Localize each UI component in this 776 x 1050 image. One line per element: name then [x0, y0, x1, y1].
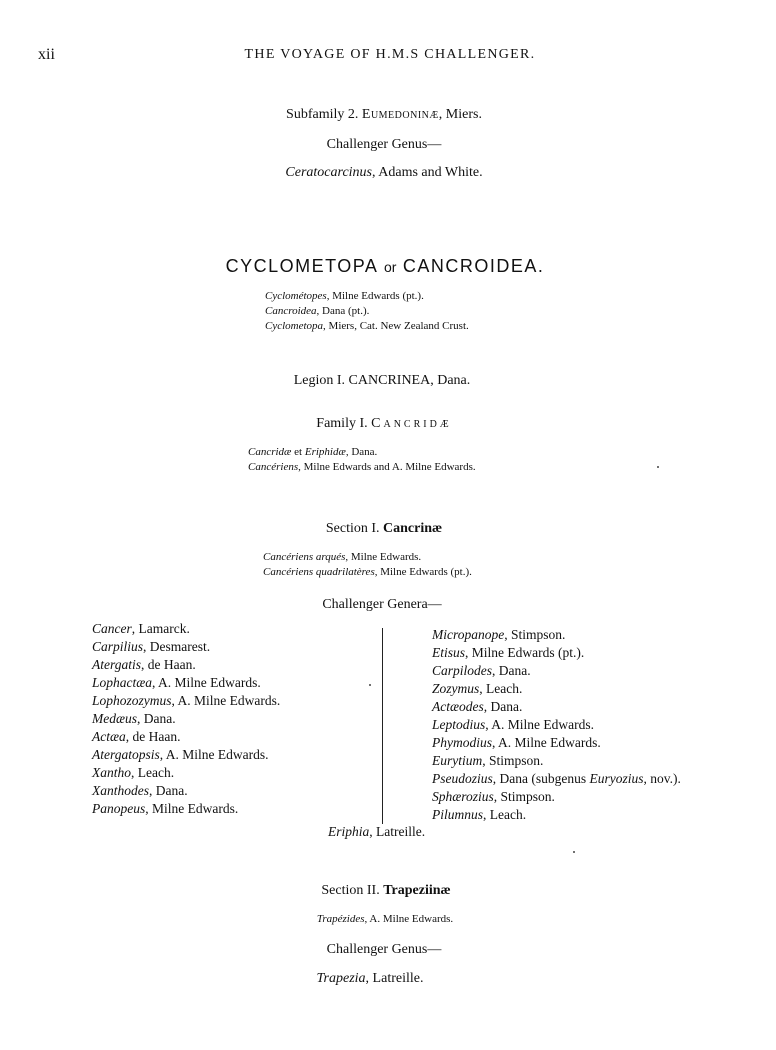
genus-entry: Pilumnus, Leach. — [432, 807, 527, 822]
column-divider — [382, 628, 383, 824]
synonym-author: , Milne Edwards (pt.). — [326, 290, 424, 302]
genus-entry: Micropanope, Stimpson. — [432, 627, 566, 642]
genus-entry: Leptodius, A. Milne Edwards. — [432, 717, 595, 732]
stray-dot — [573, 851, 575, 853]
genus-entry: Medæus, Dana. — [92, 711, 176, 726]
section-label: Section I. — [325, 521, 384, 536]
stray-dot — [657, 466, 659, 468]
section-label: Section II. — [321, 883, 384, 898]
synonym-name: Cyclometopa — [265, 320, 324, 332]
synonym-name: Cancériens arqués — [263, 551, 346, 563]
synonym-name: Cancériens — [248, 461, 299, 473]
synonym-line — [265, 290, 424, 302]
synonym-line — [265, 320, 469, 332]
synonym-name: Trapézides — [316, 913, 365, 925]
genus-name: Ceratocarcinus — [285, 165, 373, 180]
genus-entry: Cancer, Lamarck. — [92, 621, 190, 636]
genus-entry: Phymodius, A. Milne Edwards. — [432, 735, 601, 750]
synonym-author: , Dana (pt.). — [316, 305, 370, 317]
stray-dot — [369, 684, 371, 686]
section-name: Trapeziinæ — [383, 883, 451, 898]
subfamily-label: Subfamily 2. — [286, 107, 359, 122]
synonym-name: Cancériens quadrilatères — [263, 566, 375, 578]
section2-heading — [321, 883, 450, 899]
section2-synonym — [317, 913, 453, 925]
synonym-name: Eriphidæ — [304, 446, 346, 458]
synonym-name: Cancroidea — [265, 305, 317, 317]
synonym-author: , Miers, Cat. New Zealand Crust. — [323, 320, 469, 332]
main-heading-part1: CYCLOMETOPA — [225, 256, 384, 276]
main-heading — [226, 256, 545, 277]
synonym-author: , Milne Edwards and A. Milne Edwards. — [298, 461, 476, 473]
final-genus-entry: Eriphia, Latreille. — [328, 824, 426, 839]
subfamily-author: , Miers. — [438, 107, 482, 122]
genus-entry: Xantho, Leach. — [92, 765, 175, 780]
genus-entry: Pseudozius, Dana (subgenus Euryozius, nov.). — [432, 771, 681, 786]
family-name: Cancridæ — [371, 416, 452, 431]
main-heading-part2: CANCROIDEA. — [396, 256, 545, 276]
genus-entry: Eurytium, Stimpson. — [432, 753, 544, 768]
genus-entry: Lophactæa, A. Milne Edwards. — [92, 675, 261, 690]
legion-heading: Legion I. CANCRINEA, Dana. — [293, 373, 471, 388]
subfamily-heading — [286, 107, 482, 123]
genus-entry: Sphærozius, Stimpson. — [432, 789, 555, 804]
running-title: THE VOYAGE OF H.M.S CHALLENGER. — [244, 47, 536, 62]
genus-entry: Zozymus, Leach. — [432, 681, 523, 696]
genus-entry: Xanthodes, Dana. — [92, 783, 188, 798]
synonym-author: , A. Milne Edwards. — [364, 913, 454, 925]
synonym-name: Cancridæ — [248, 446, 292, 458]
genera-heading: Challenger Genera— — [322, 597, 442, 612]
section1-synonym — [263, 566, 472, 578]
synonym-author: , Dana. — [345, 446, 378, 458]
synonym-name: Cyclométopes — [265, 290, 327, 302]
genus-entry: Panopeus, Milne Edwards. — [92, 801, 239, 816]
subfamily-genus-heading: Challenger Genus— — [326, 137, 442, 152]
genus-entry: Carpilius, Desmarest. — [92, 639, 211, 654]
main-heading-conj: or — [383, 259, 397, 275]
genus-entry: Etisus, Milne Edwards (pt.). — [432, 645, 585, 660]
genus-entry: Actæa, de Haan. — [92, 729, 181, 744]
family-synonym — [248, 446, 377, 458]
family-heading — [316, 416, 451, 432]
section2-genus-heading: Challenger Genus— — [326, 942, 442, 957]
genus-author: , Latreille. — [365, 971, 424, 986]
synonym-author: , Milne Edwards. — [345, 551, 422, 563]
page-number: xii — [38, 46, 55, 63]
section1-synonym — [263, 551, 421, 563]
family-label: Family I. — [316, 416, 372, 431]
genus-entry: Atergatis, de Haan. — [92, 657, 196, 672]
genus-entry: Atergatopsis, A. Milne Edwards. — [92, 747, 269, 762]
synonym-author: , Milne Edwards (pt.). — [374, 566, 472, 578]
genus-entry: Carpilodes, Dana. — [432, 663, 531, 678]
subfamily-name: Eumedoninæ — [361, 107, 439, 122]
subfamily-genus — [285, 165, 482, 181]
synonym-line — [265, 305, 369, 317]
section2-genus — [317, 971, 424, 987]
family-synonym — [248, 461, 476, 473]
section-name: Cancrinæ — [383, 521, 443, 536]
section1-heading — [326, 521, 442, 537]
synonym-conj: et — [291, 446, 305, 458]
genus-entry: Lophozozymus, A. Milne Edwards. — [92, 693, 281, 708]
genus-author: , Adams and White. — [372, 165, 483, 180]
genus-name: Trapezia — [316, 971, 366, 986]
genus-entry: Actæodes, Dana. — [432, 699, 523, 714]
